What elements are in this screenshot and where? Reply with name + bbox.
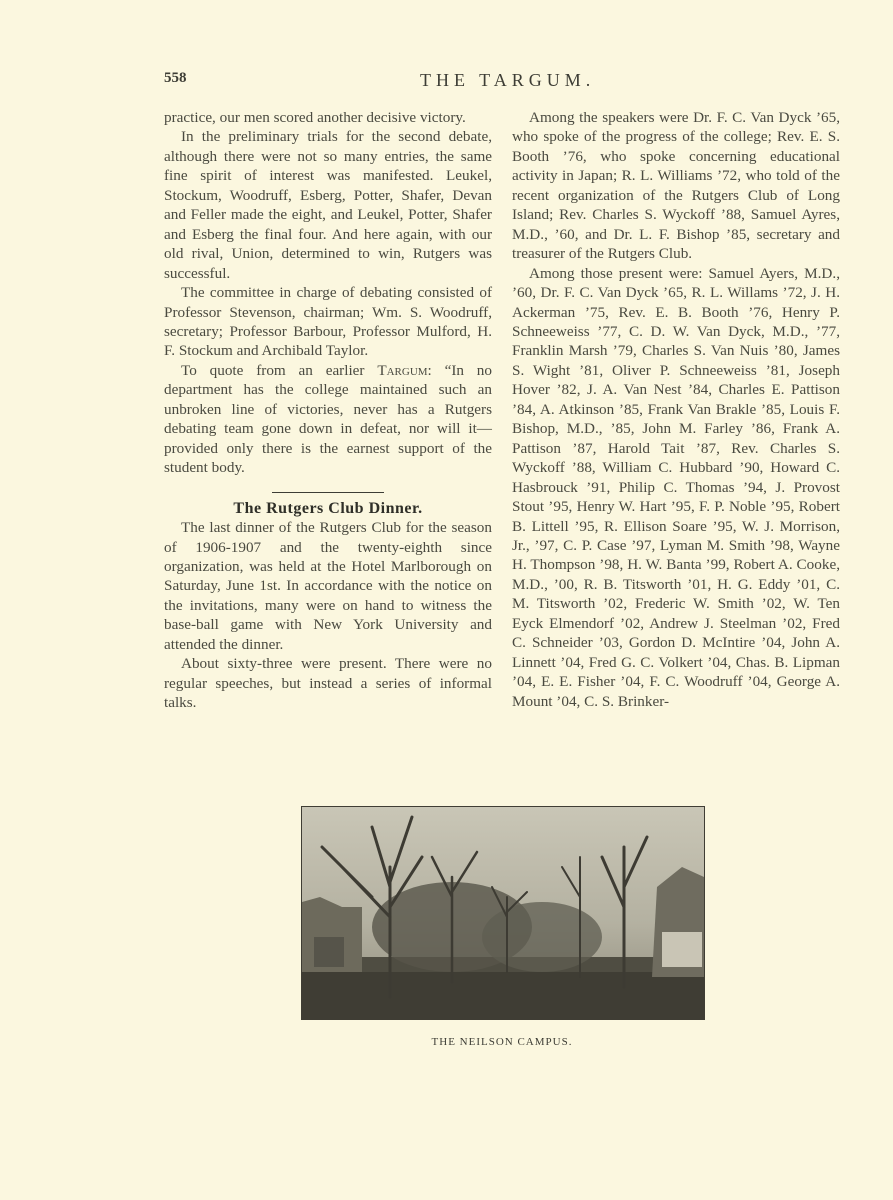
paragraph: Among those present were: Samuel Ayers, M.D., ’60, Dr. F. C. Van Dyck ’65, R. L. Willams ’72, J. H. Ackerman ’75, Rev. E. B. Booth ’76, Henry P. Schneeweiss ’77, C. D. W. Van Dyck, M.D., ’77, Franklin Marsh ’79, Charles S. Van Nuis ’80, James S. Wight ’81, Oliver P. Schneeweiss ’81, Joseph Hover ’82, J. A. Van Nest ’84, Charles E. Pattison ’84, A. Atkinson ’85, Frank Van Brakle ’85, Louis F. Bishop, M.D., ’85, John M. Farley ’86, Frank A. Pattison ’87, Harold Tait ’87, Rev. Charles S. Wyckoff ’88, William C. Hubbard ’90, Howard C. Hasbrouck ’91, Philip C. Thomas ’94, J. Provost Stout ’95, Henry W. Hart ’95, F. P. Noble ’95, Robert B. Littell ’95, R. Ellison Soare ’95, W. J. Morrison, Jr., ’97, C. P. Case ’97, Lyman M. Smith ’98, Wayne H. Thompson ’98, H. W. Banta ’99, Robert A. Cooke, M.D., ’00, R. B. Titsworth ’01, H. G. Eddy ’01, C. M. Titsworth ’02, Frederic W. Smith ’02, W. Ten Eyck Elmendorf ’02, Andrew J. Steelman ’02, Fred C. Schneider ’03, Gordon D. McIntire ’04, John A. Linnett ’04, Fred G. C. Volkert ’04, Chas. B. Lipman ’04, E. E. Fisher ’04, F. C. Woodruff ’04, George A. Mount ’04, C. S. Brinker- [512, 264, 840, 710]
campus-photo-image [302, 807, 704, 1019]
paragraph: The committee in charge of debating consisted of Professor Stevenson, chairman; Wm. S. Woodruff, secretary; Professor Barbour, Professor Mulford, H. F. Stockum and Archibald Taylor. [164, 284, 492, 360]
paragraph: In the preliminary trials for the second debate, although there were not so many entries, the same fine spirit of interest was manifested. Leukel, Stockum, Woodruff, Esberg, Potter, Shafer, Devan and Feller made the eight, and Leukel, Potter, Shafer and Esberg the final four. And here again, with our old rival, Union, determined to win, Rutgers was successful. [164, 128, 492, 282]
page-number: 558 [164, 70, 187, 86]
paragraph: Among the speakers were Dr. F. C. Van Dyck ’65, who spoke of the progress of the college; Rev. E. S. Booth ’76, who spoke concerning educational activity in Japan; R. L. Williams ’72, who told of the recent organization of the Rutgers Club of Long Island; Rev. Charles S. Wyckoff ’88, Samuel Ayres, M.D., ’60, and Dr. L. F. Bishop ’85, secretary and treasurer of the Rutgers Club. [512, 109, 840, 263]
paragraph: About sixty-three were present. There were no regular speeches, but instead a series of informal talks. [164, 655, 492, 712]
campus-photo [301, 806, 705, 1020]
paragraph: The last dinner of the Rutgers Club for the season of 1906-1907 and the twenty-eighth since organization, was held at the Hotel Marlborough on Saturday, June 1st. In accordance with the notice on the invitations, many were on hand to witness the base-ball game with New York University and attended the dinner. [164, 519, 492, 653]
targum-smallcaps: Targum [377, 361, 428, 379]
section-title: The Rutgers Club Dinner. [233, 499, 423, 517]
section-divider [272, 492, 384, 493]
quote-before: To quote from an earlier [181, 361, 378, 379]
photo-caption: THE NEILSON CAMPUS. [431, 1036, 573, 1048]
page-header [164, 70, 840, 94]
quote-after: : “In no department has the college maintained such an unbroken line of victories, never has a Rutgers debating team gone down in defeat, nor will it—provided only there is the earnest support of the student body. [164, 361, 492, 477]
paragraph: practice, our men scored another decisive victory. [164, 109, 466, 126]
running-title: THE TARGUM. [420, 70, 596, 90]
quote-paragraph [164, 361, 492, 478]
right-column [512, 108, 840, 711]
left-column [164, 108, 492, 713]
